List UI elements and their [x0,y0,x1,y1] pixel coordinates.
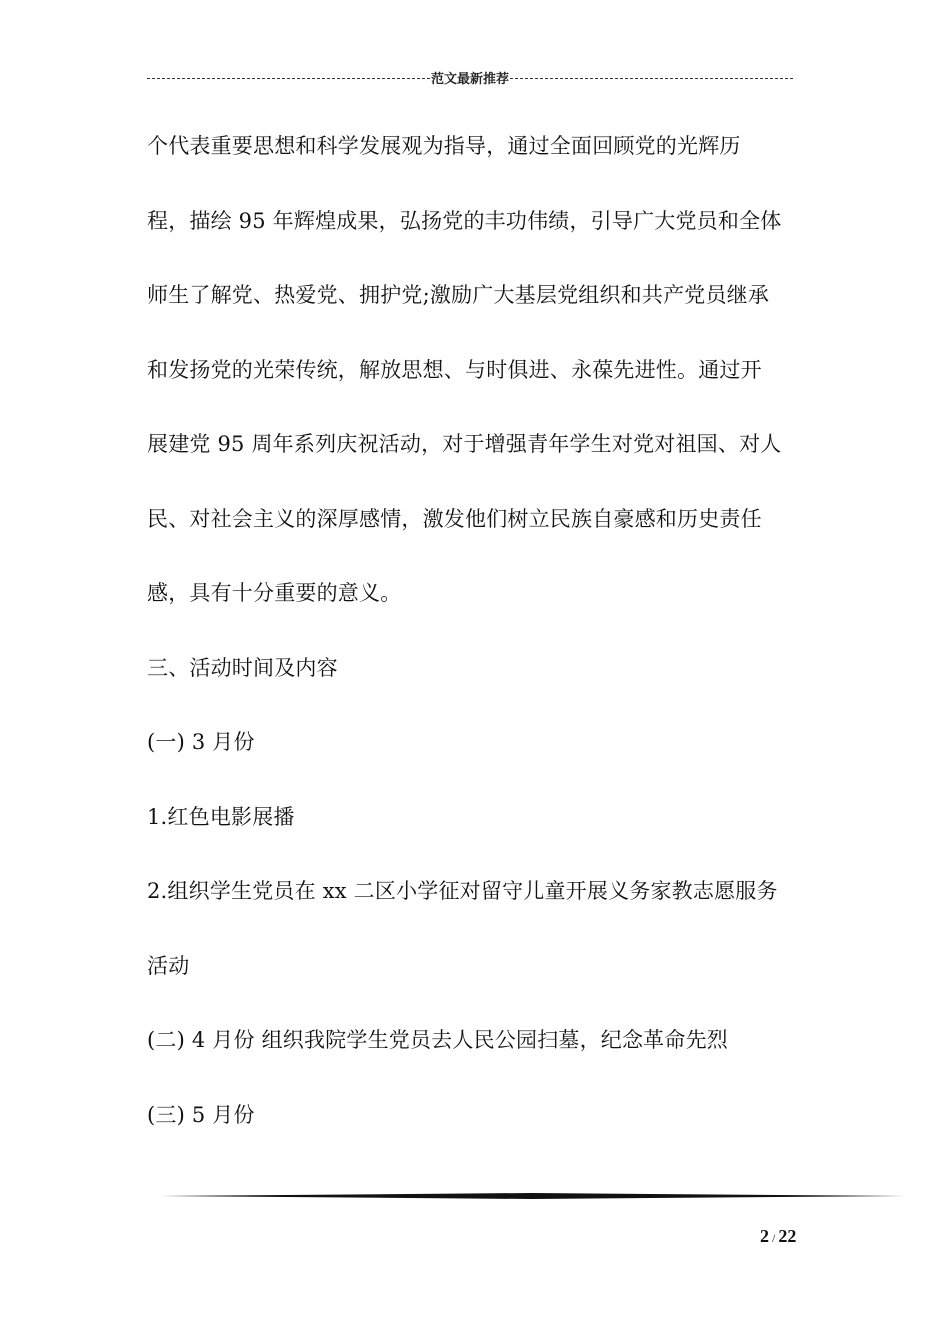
paragraph-line: 展建党 95 周年系列庆祝活动，对于增强青年学生对党对祖国、对人 [147,432,782,456]
paragraph-line: 个代表重要思想和科学发展观为指导，通过全面回顾党的光辉历 [147,134,741,158]
subsection-heading: (一) 3 月份 [147,730,255,754]
header-dash-right [510,78,793,79]
paragraph-line: 感，具有十分重要的意义。 [147,581,402,605]
header-dash-left [147,78,430,79]
document-body [147,121,807,1164]
page-current: 2 [760,1226,769,1246]
page-separator: / [772,1231,776,1245]
list-item: 1.红色电影展播 [147,804,295,829]
page-header [147,68,793,87]
subsection-heading: (三) 5 月份 [147,1102,255,1127]
list-item-continuation: 活动 [147,953,190,978]
paragraph-line: 民、对社会主义的深厚感情，激发他们树立民族自豪感和历史责任 [147,506,762,531]
section-heading: 三、活动时间及内容 [147,655,338,680]
paragraph-line: 和发扬党的光荣传统，解放思想、与时俱进、永葆先进性。通过开 [147,357,762,382]
footer-divider [160,1193,905,1199]
paragraph-line: 师生了解党、热爱党、拥护党;激励广大基层党组织和共产党员继承 [147,283,770,307]
page-number [760,1226,796,1247]
page-total: 22 [778,1226,797,1246]
subsection-heading: (二) 4 月份 组织我院学生党员去人民公园扫墓，纪念革命先烈 [147,1028,728,1052]
header-title: 范文最新推荐 [431,71,510,86]
paragraph-line: 程，描绘 95 年辉煌成果，弘扬党的丰功伟绩，引导广大党员和全体 [147,208,782,233]
list-item: 2.组织学生党员在 xx 二区小学征对留守儿童开展义务家教志愿服务 [147,879,778,903]
